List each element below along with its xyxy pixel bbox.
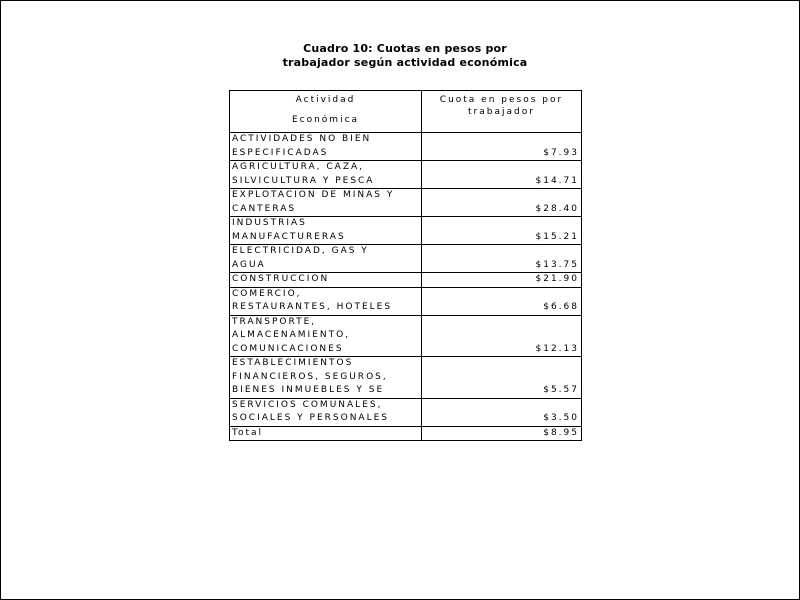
quota-cell: $5.57 — [422, 357, 582, 399]
header-quota: Cuota en pesos por trabajador — [422, 91, 582, 133]
quota-cell: $15.21 — [422, 217, 582, 245]
header-activity-line-1: Actividad — [295, 95, 356, 105]
activity-cell: INDUSTRIAS MANUFACTURERAS — [230, 217, 422, 245]
quota-cell: $28.40 — [422, 189, 582, 217]
activity-cell: SERVICIOS COMUNALES, SOCIALES Y PERSONALES — [230, 398, 422, 426]
table-row — [230, 133, 582, 161]
header-activity-line-2: Económica — [291, 115, 360, 125]
title-line-1: Cuadro 10: Cuotas en pesos por — [303, 42, 507, 55]
table-row — [230, 398, 582, 426]
quota-cell: $7.93 — [422, 133, 582, 161]
table-row — [230, 287, 582, 315]
table-row — [230, 161, 582, 189]
activity-cell: TRANSPORTE, ALMACENAMIENTO, COMUNICACIONES — [230, 315, 422, 357]
table-title — [230, 42, 580, 70]
header-activity — [230, 91, 422, 133]
activity-cell: ACTIVIDADES NO BIEN ESPECIFICADAS — [230, 133, 422, 161]
total-value-cell: $8.95 — [422, 426, 582, 441]
table-row — [230, 273, 582, 288]
quota-cell: $12.13 — [422, 315, 582, 357]
activity-cell: ESTABLECIMIENTOS FINANCIEROS, SEGUROS, BIENES INMUEBLES Y SE — [230, 357, 422, 399]
activity-cell: CONSTRUCCION — [230, 273, 422, 288]
total-label-cell: Total — [230, 426, 422, 441]
quota-table — [229, 90, 582, 441]
activity-cell: AGRICULTURA, CAZA, SILVICULTURA Y PESCA — [230, 161, 422, 189]
table-total-row — [230, 426, 582, 441]
activity-cell: EXPLOTACION DE MINAS Y CANTERAS — [230, 189, 422, 217]
table-row — [230, 315, 582, 357]
activity-cell: COMERCIO, RESTAURANTES, HOTELES — [230, 287, 422, 315]
quota-cell: $3.50 — [422, 398, 582, 426]
table-header-row — [230, 91, 582, 133]
table-row — [230, 217, 582, 245]
table-row — [230, 245, 582, 273]
quota-cell: $14.71 — [422, 161, 582, 189]
table-row — [230, 357, 582, 399]
quota-cell: $21.90 — [422, 273, 582, 288]
activity-cell: ELECTRICIDAD, GAS Y AGUA — [230, 245, 422, 273]
title-line-2: trabajador según actividad económica — [282, 56, 528, 69]
table-row — [230, 189, 582, 217]
quota-cell: $6.68 — [422, 287, 582, 315]
quota-cell: $13.75 — [422, 245, 582, 273]
